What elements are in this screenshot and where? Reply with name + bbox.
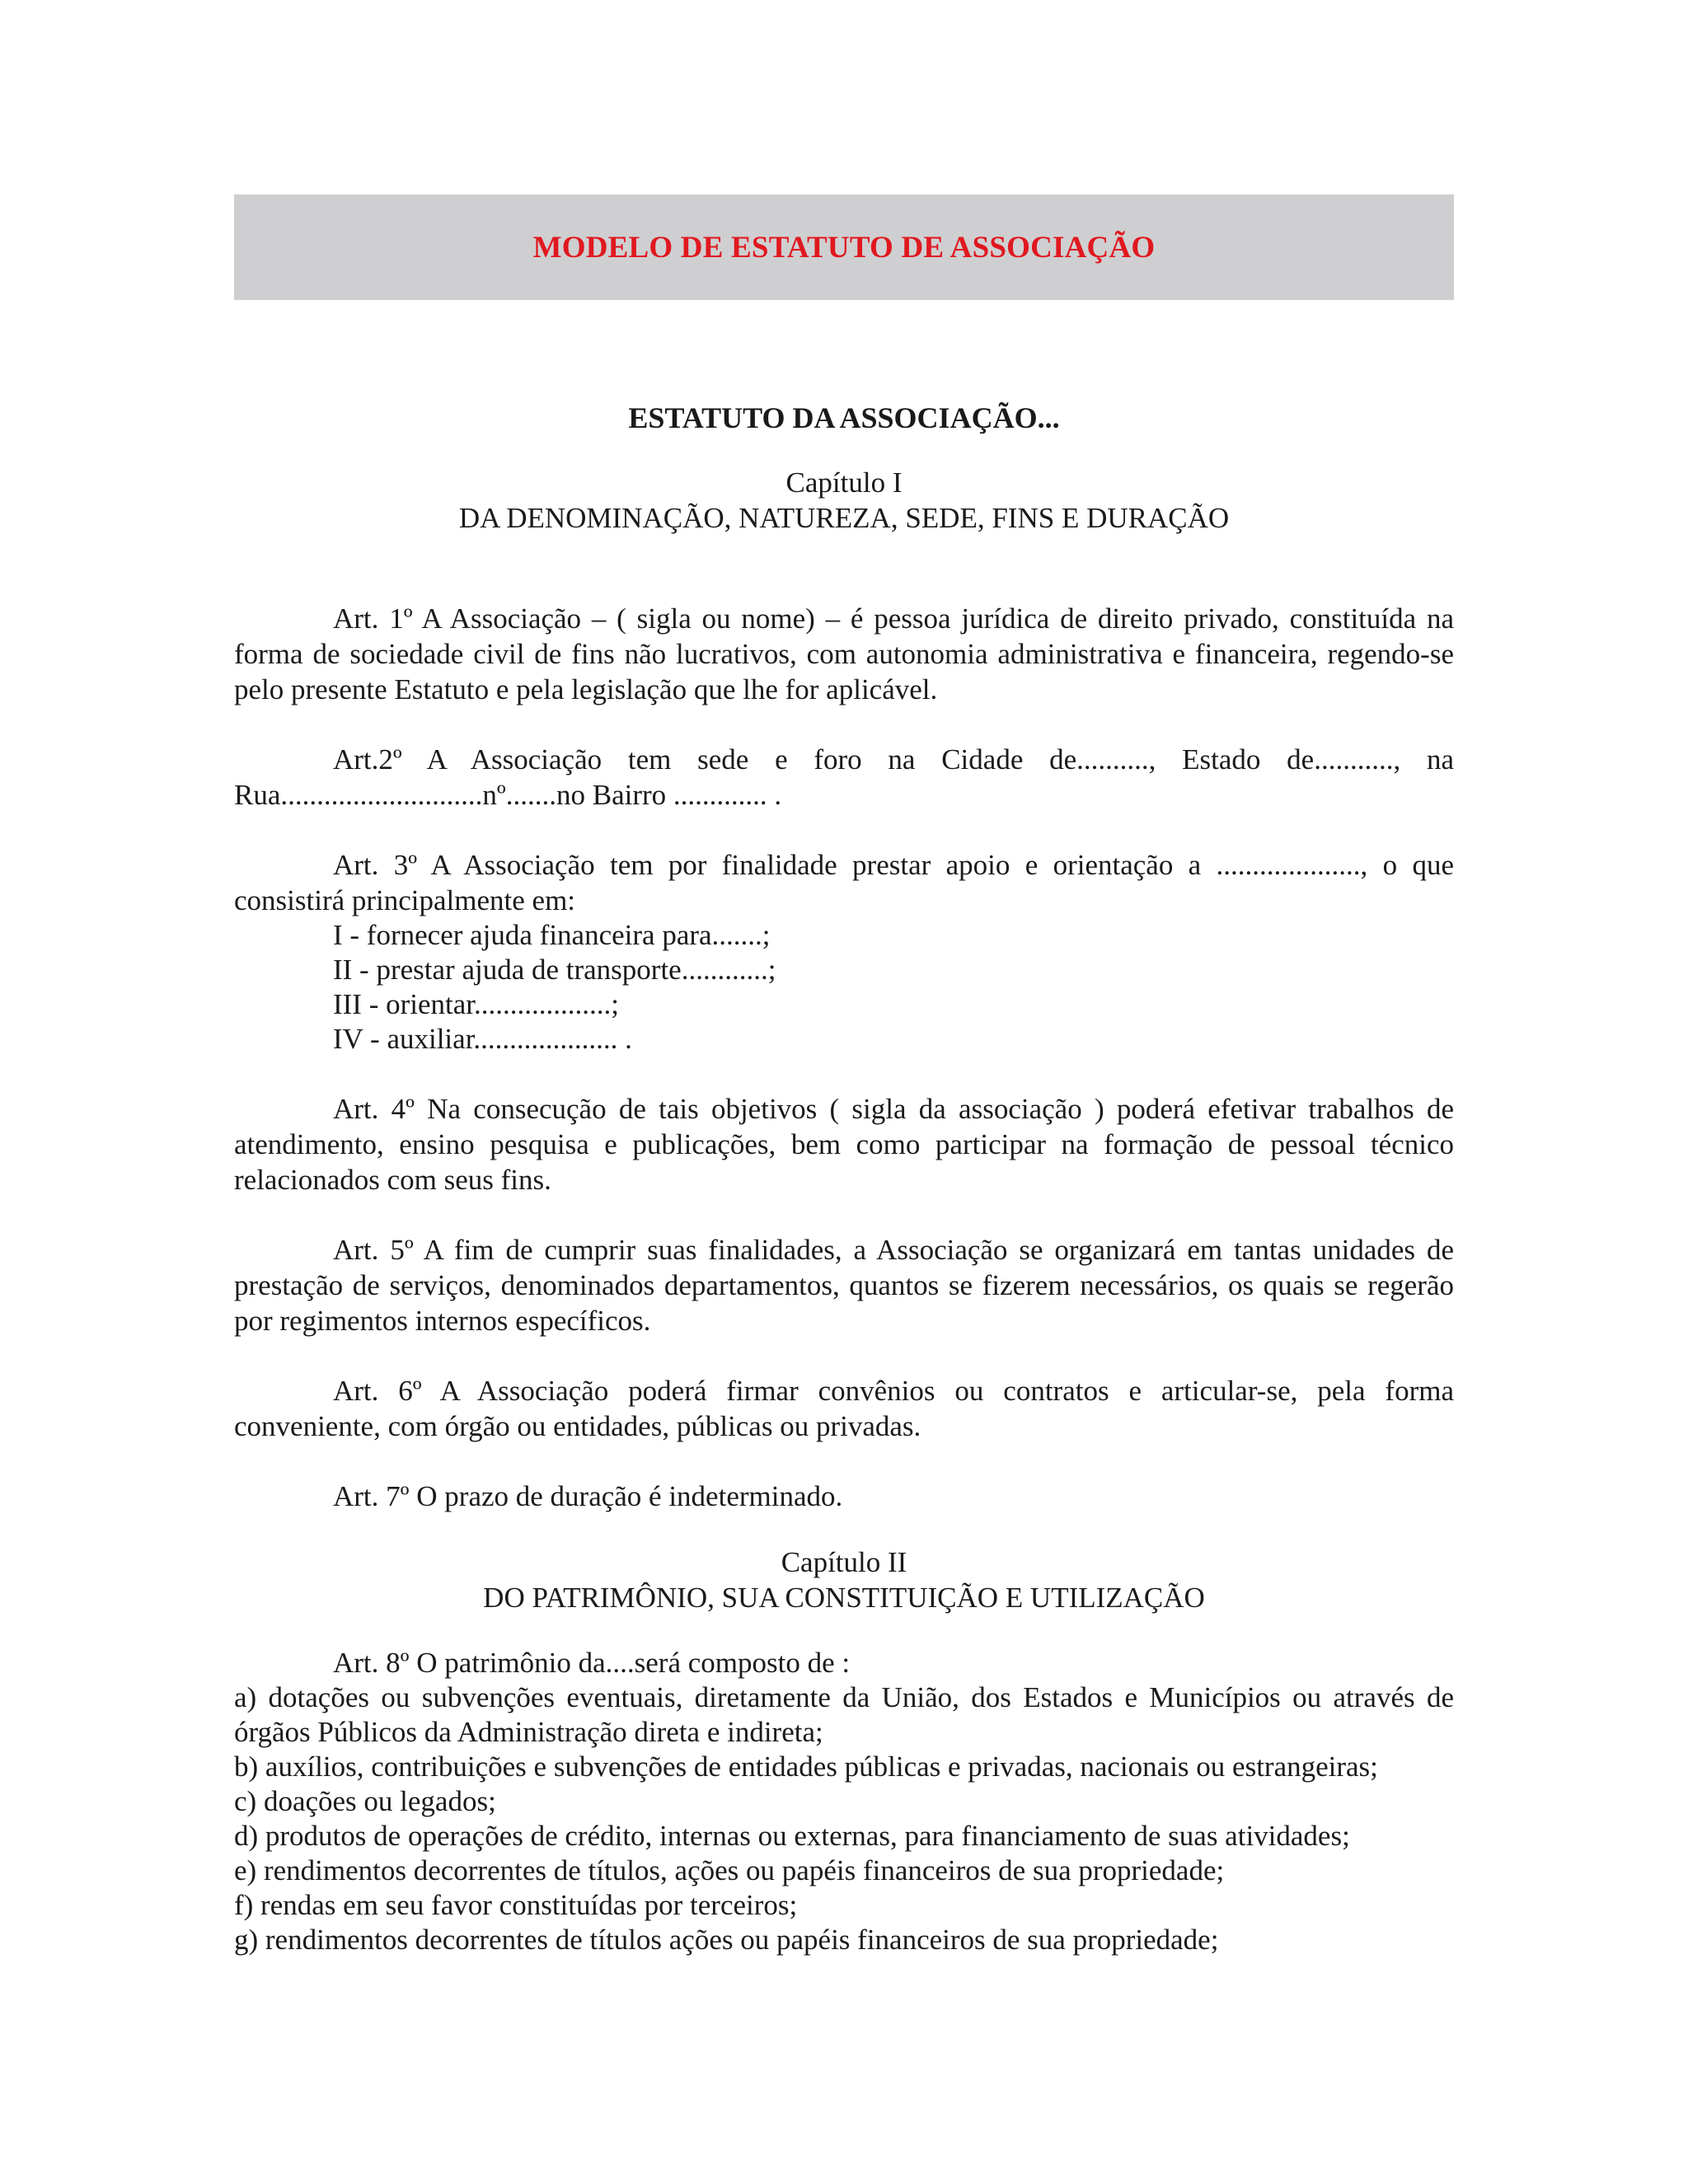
list-item: I - fornecer ajuda financeira para.......; (333, 919, 771, 951)
article-6: Art. 6º A Associação poderá firmar convênios ou contratos e articular-se, pela forma conveniente, com órgão ou entidades, públicas ou privadas. (234, 1375, 1454, 1442)
list-item: d) produtos de operações de crédito, internas ou externas, para financiamento de suas atividades; (234, 1820, 1350, 1852)
article-7: Art. 7º O prazo de duração é indeterminado. (333, 1480, 843, 1512)
article-3 (234, 847, 1454, 1057)
article-8-list (234, 1680, 1454, 1957)
article-3-intro: Art. 3º A Associação tem por finalidade prestar apoio e orientação a ...................., o que consistirá principalmente em: (234, 849, 1454, 916)
list-item: II - prestar ajuda de transporte............; (333, 954, 776, 986)
list-item: a) dotações ou subvenções eventuais, diretamente da União, dos Estados e Municípios ou através de órgãos Públicos da Administração direta e indireta; (234, 1681, 1454, 1748)
article-4: Art. 4º Na consecução de tais objetivos ( sigla da associação ) poderá efetivar trabalhos de atendimento, ensino pesquisa e publicações, bem como participar na formação de pessoal técnico relacionados com seus fins. (234, 1093, 1454, 1196)
chapter-1-name: DA DENOMINAÇÃO, NATUREZA, SEDE, FINS E DURAÇÃO (458, 502, 1230, 534)
article-3-list (234, 918, 1454, 1057)
chapter-2-heading (234, 1544, 1454, 1615)
title-banner (234, 194, 1454, 300)
article-1: Art. 1º A Associação – ( sigla ou nome) – é pessoa jurídica de direito privado, constituída na forma de sociedade civil de fins não lucrativos, com autonomia administrativa e financeira, regendo-se pelo presente Estatuto e pela legislação que lhe for aplicável. (234, 602, 1454, 705)
document-page (234, 194, 1454, 1957)
list-item: g) rendimentos decorrentes de títulos ações ou papéis financeiros de sua propriedade; (234, 1924, 1219, 1956)
list-item: III - orientar...................; (333, 988, 619, 1020)
article-8 (234, 1645, 1454, 1957)
list-item: e) rendimentos decorrentes de títulos, ações ou papéis financeiros de sua propriedade; (234, 1854, 1225, 1886)
chapter-1-number: Capítulo I (785, 466, 903, 499)
chapter-2-number: Capítulo II (781, 1546, 907, 1578)
list-item: IV - auxiliar.................... . (333, 1023, 632, 1055)
banner-title: MODELO DE ESTATUTO DE ASSOCIAÇÃO (532, 230, 1156, 265)
list-item: b) auxílios, contribuições e subvenções de entidades públicas e privadas, nacionais ou estrangeiras; (234, 1750, 1378, 1783)
list-item: c) doações ou legados; (234, 1785, 496, 1817)
list-item: f) rendas em seu favor constituídas por terceiros; (234, 1889, 798, 1921)
document-title: ESTATUTO DA ASSOCIAÇÃO... (628, 401, 1060, 434)
article-8-intro: Art. 8º O patrimônio da....será composto de : (333, 1647, 851, 1679)
chapter-2-name: DO PATRIMÔNIO, SUA CONSTITUIÇÃO E UTILIZAÇÃO (483, 1582, 1205, 1614)
chapter-1-heading (234, 465, 1454, 536)
article-5: Art. 5º A fim de cumprir suas finalidades, a Associação se organizará em tantas unidades de prestação de serviços, denominados departamentos, quantos se fizerem necessários, os quais se regerão por regimentos internos específicos. (234, 1234, 1454, 1337)
article-2: Art.2º A Associação tem sede e foro na Cidade de.........., Estado de..........., na Rua............................nº.......no Bairro ............. . (234, 743, 1454, 811)
